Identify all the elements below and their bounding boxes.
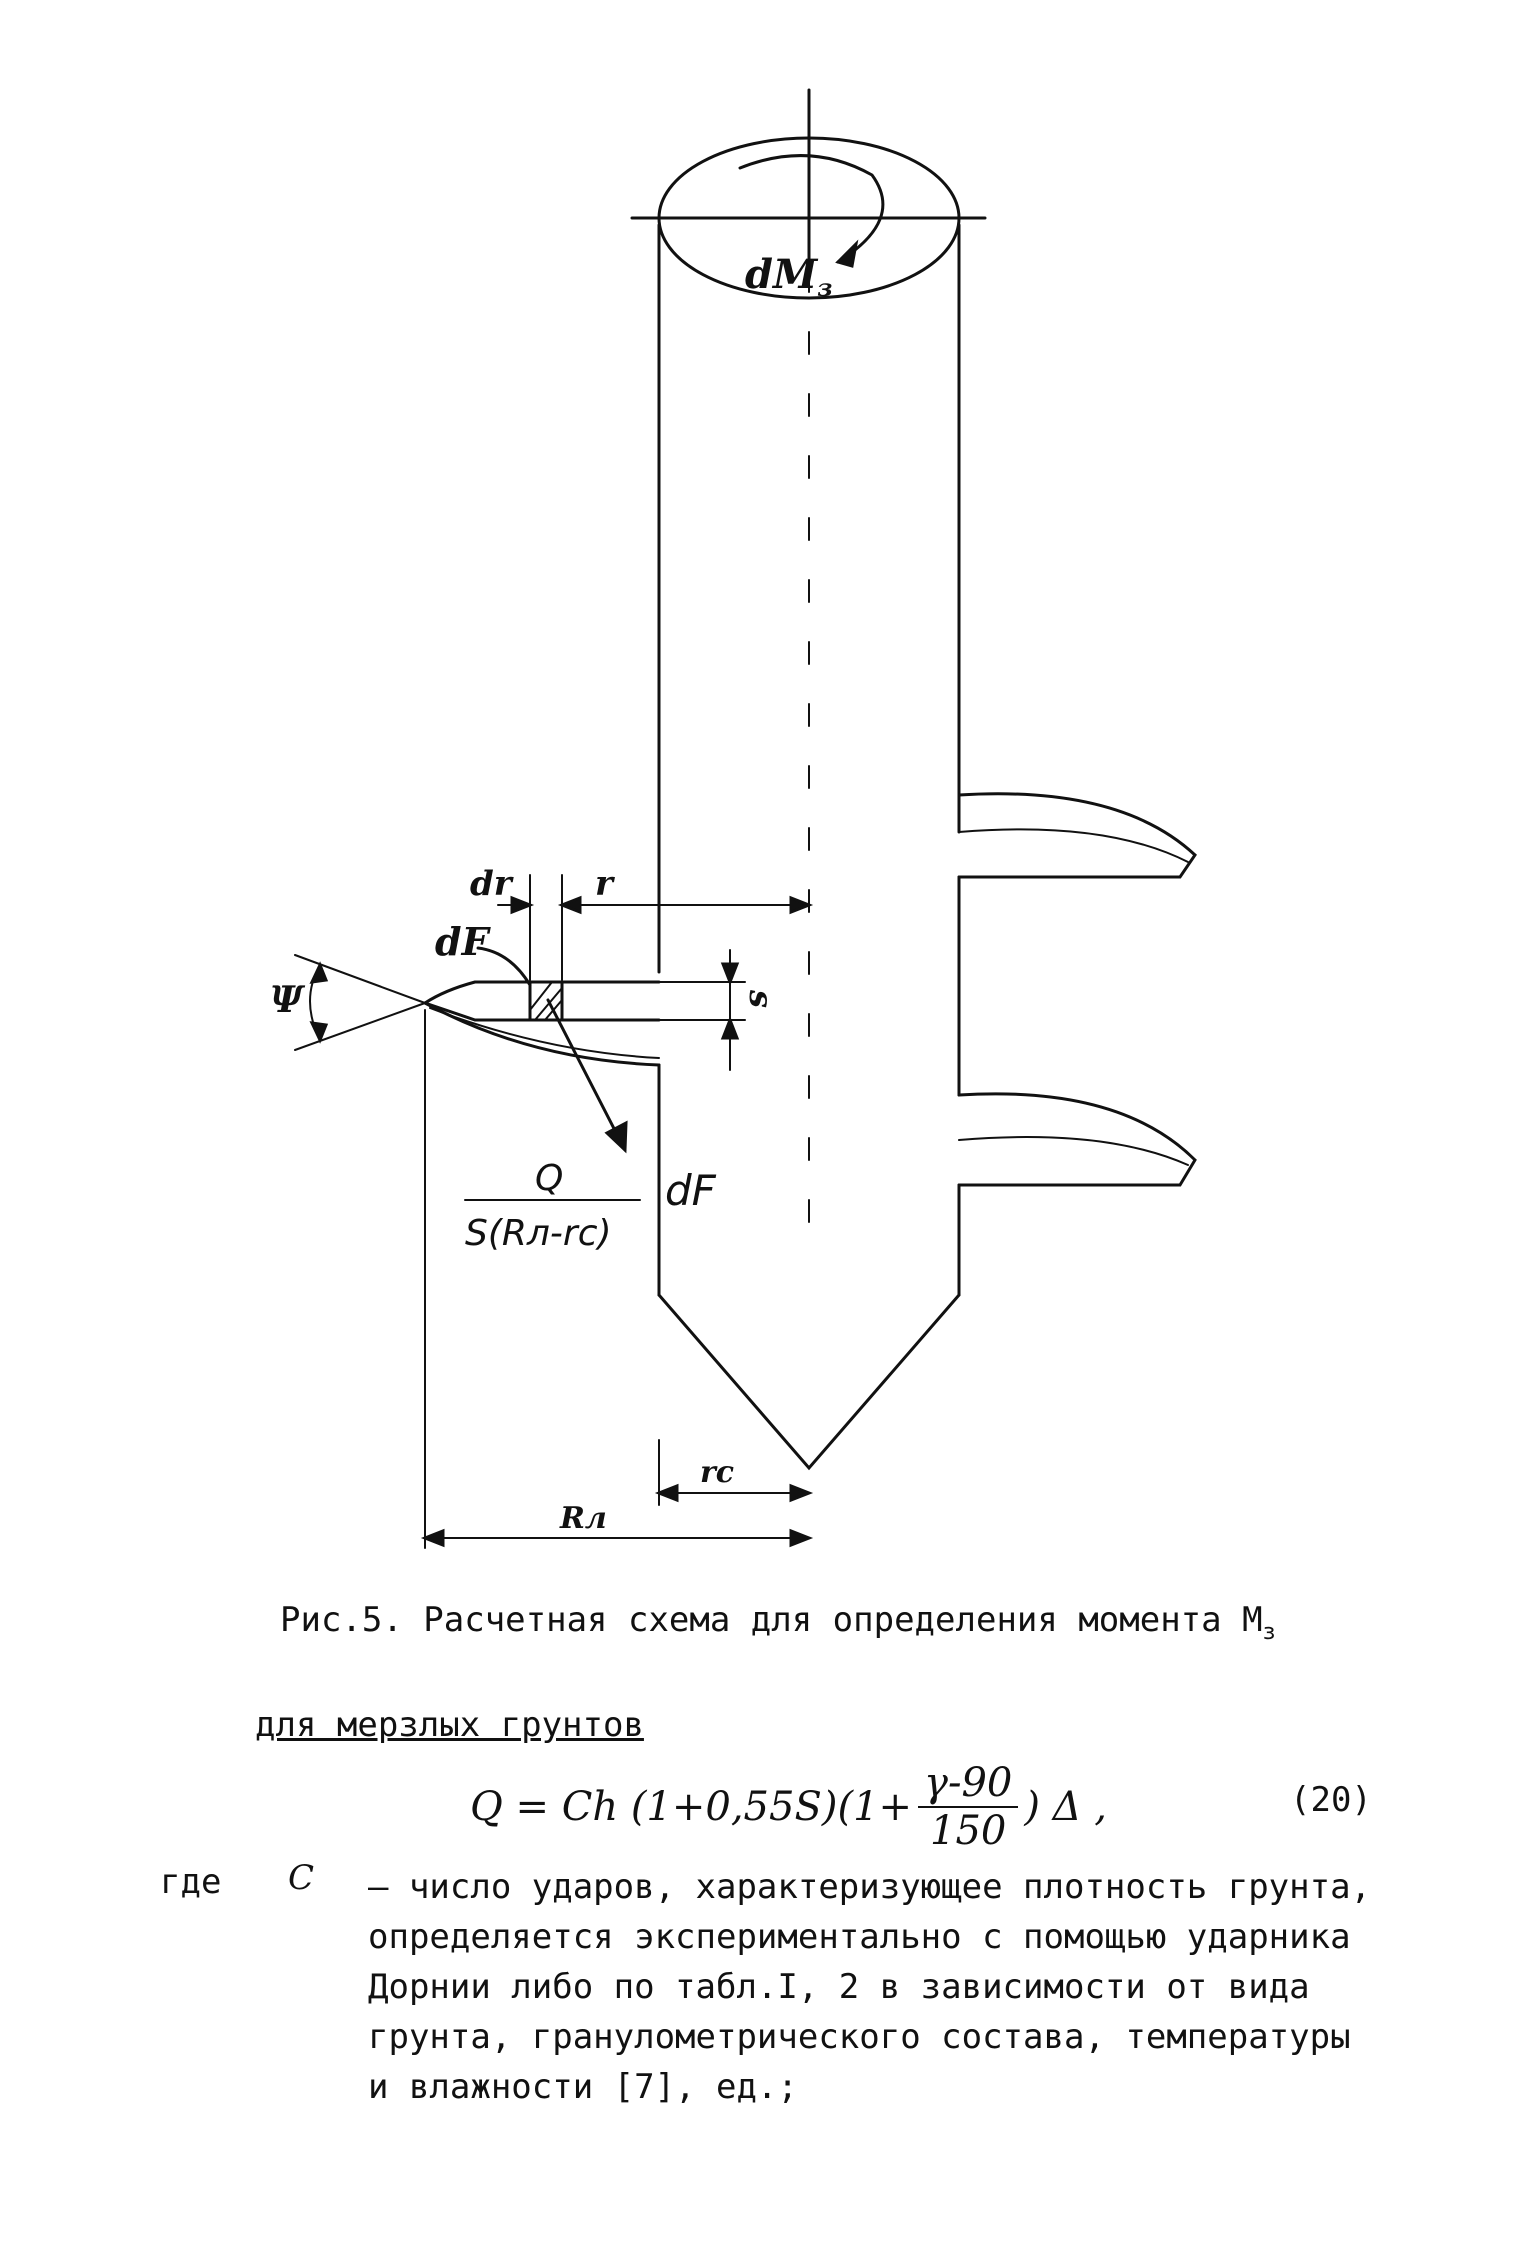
section-heading: для мерзлых грунтов <box>255 1705 644 1745</box>
where-word: где <box>160 1862 222 1902</box>
r-label: r <box>595 864 613 904</box>
dM-label: $dM_з$ <box>745 251 833 302</box>
figure-caption <box>280 1600 1276 1645</box>
Rl-label: Rл <box>560 1501 607 1536</box>
dF-element <box>530 982 562 1020</box>
formula-fraction-numerator: γ-90 <box>918 1760 1018 1808</box>
definition-line: определяется экспериментально с помощью ударника <box>368 1917 1351 1957</box>
definition-line: Дорнии либо по табл.I, 2 в зависимости от вида <box>368 1967 1310 2007</box>
s-label: s <box>742 990 780 1009</box>
pile-tip <box>659 1295 959 1468</box>
dF-top-label: dF <box>435 919 489 964</box>
force-arrowhead <box>607 1123 626 1150</box>
dF-side-label: dF <box>665 1166 716 1215</box>
right-blade-upper <box>959 794 1195 877</box>
rotation-arrowhead <box>838 244 856 266</box>
definition-symbol: C <box>288 1858 315 1898</box>
right-blade-lower-inner <box>959 1137 1188 1165</box>
definition-line: – число ударов, характеризующее плотность грунта, <box>368 1867 1372 1907</box>
equation-number: (20) <box>1290 1780 1372 1820</box>
definition-text <box>368 1862 1408 2112</box>
formula-fraction <box>918 1760 1018 1854</box>
definition-line: грунта, гранулометрического состава, температуры <box>368 2017 1351 2057</box>
formula-fraction-denominator: 150 <box>930 1808 1007 1854</box>
left-blade <box>425 982 659 1020</box>
rotation-arrow <box>740 156 883 262</box>
formula-left: Q = Ch (1+0,55S)(1+ <box>470 1784 913 1830</box>
formula-right: ) Δ , <box>1024 1784 1107 1830</box>
load-fraction-numerator: Q <box>535 1158 564 1199</box>
formula-20 <box>470 1760 1107 1854</box>
right-blade-upper-inner <box>959 829 1188 862</box>
force-arrow <box>548 1000 625 1150</box>
definition-line: и влажности [7], ед.; <box>368 2067 798 2107</box>
psi-label: Ψ <box>270 979 303 1021</box>
load-fraction-denominator: S(Rл-rc) <box>465 1213 612 1254</box>
caption-text: Рис.5. Расчетная схема для определения момента M <box>280 1600 1263 1640</box>
rc-label: rc <box>700 1455 735 1490</box>
caption-subscript: з <box>1262 1619 1276 1645</box>
dr-label: dr <box>470 864 512 904</box>
